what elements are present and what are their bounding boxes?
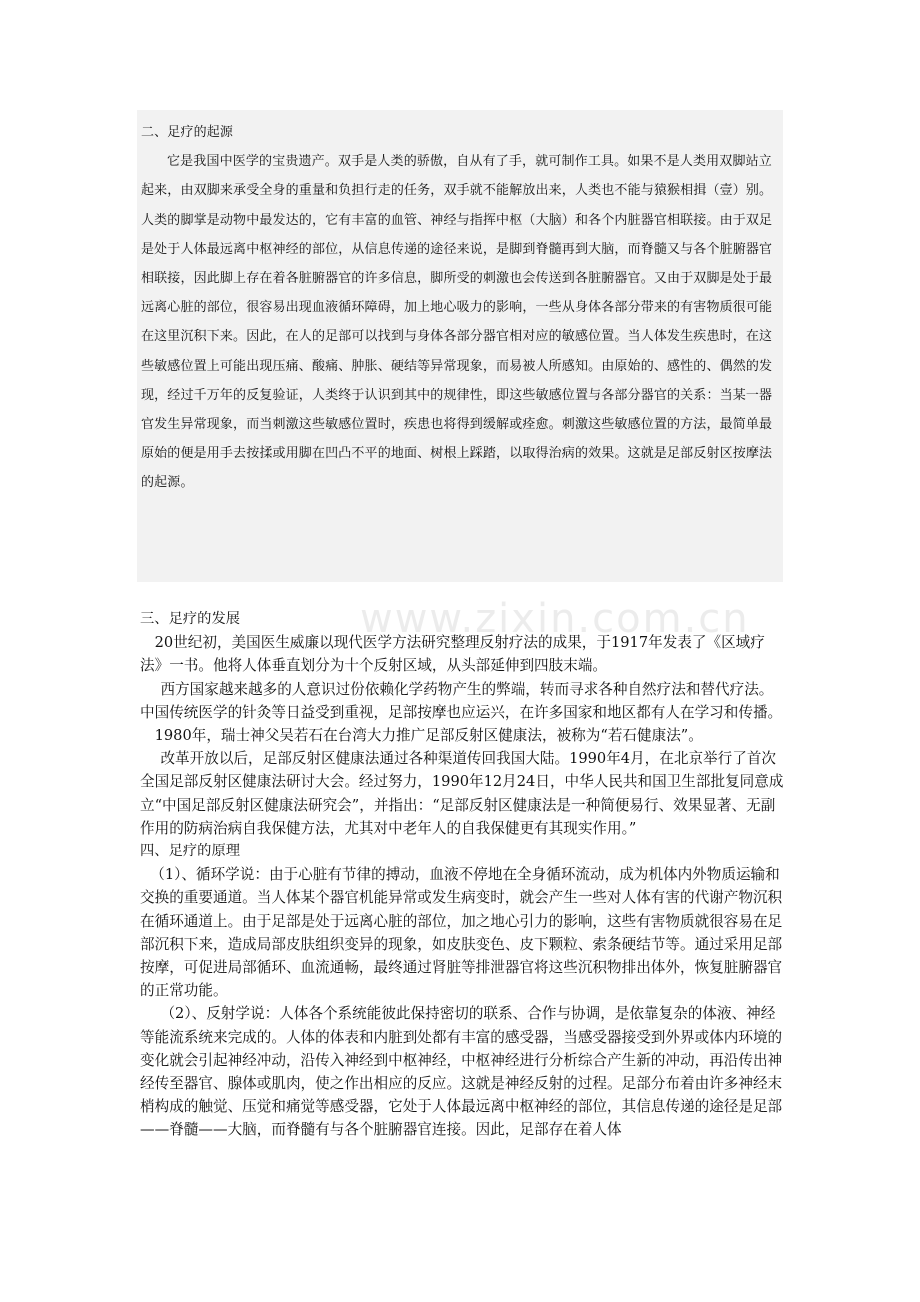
development-paragraph-3: 1980年，瑞士神父吴若石在台湾大力推广足部反射区健康法，被称为“若石健康法”。	[154, 727, 703, 745]
section-heading-origin: 二、足疗的起源	[141, 125, 234, 140]
development-paragraph-1: 20世纪初，美国医生威廉以现代医学方法研究整理反射疗法的成果，于1917年发表了《区域疗法》一书。他将人体垂直划分为十个反射区域，从头部延伸到四肢末端。	[140, 634, 765, 675]
origin-paragraph: 它是我国中医学的宝贵遗产。双手是人类的骄傲，自从有了手，就可制作工具。如果不是人类用双脚站立起来，由双脚来承受全身的重量和负担行走的任务，双手就不能解放出来，人类也不能与猿猴相揖（壹）别。人类的脚掌是动物中最发达的，它有丰富的血管、神经与指挥中枢（大脑）和各个内脏器官相联接。由于双足是处于人体最远离中枢神经的部位，从信息传递的途径来说，是脚到脊髓再到大脑，而脊髓又与各个脏腑器官相联接，因此脚上存在着各脏腑器官的许多信息，脚所受的刺激也会传送到各脏腑器官。又由于双脚是处于最远离心脏的部位，很容易出现血液循环障碍，加上地心吸力的影响，一些从身体各部分带来的有害物质很可能在这里沉积下来。因此，在人的足部可以找到与身体各部分器官相对应的敏感位置。当人体发生疾患时，在这些敏感位置上可能出现压痛、酸痛、肿胀、硬结等异常现象，而易被人所感知。由原始的、感性的、偶然的发现，经过千万年的反复验证，人类终于认识到其中的规律性，即这些敏感位置与各部分器官的关系：当某一器官发生异常现象，而当刺激这些敏感位置时，疾患也将得到缓解或痊愈。刺激这些敏感位置的方法，最简单最原始的便是用手去按揉或用脚在凹凸不平的地面、树根上踩踏，以取得治病的效果。这就是足部反射区按摩法的起源。	[141, 154, 773, 491]
development-paragraph-2: 西方国家越来越多的人意识过份依赖化学药物产生的弊端，转而寻求各种自然疗法和替代疗法。中国传统医学的针灸等日益受到重视，足部按摩也应运兴，在许多国家和地区都有人在学习和传播。	[140, 680, 783, 721]
origin-section	[137, 110, 783, 582]
section-heading-development: 三、足疗的发展	[140, 611, 241, 627]
body-text	[140, 608, 785, 1142]
watermark-text: www.zixin.com.cn	[360, 596, 750, 642]
principle-paragraph-2: （2）、反射学说：人体各个系统能彼此保持密切的联系、合作与协调，是依靠复杂的体液、神经等能流系统来完成的。人体的体表和内脏到处都有丰富的感受器，当感受器接受到外界或体内环境的变化就会引起神经冲动，沿传入神经到中枢神经，中枢神经进行分析综合产生新的冲动，再沿传出神经传至器官、腺体或肌肉，使之作出相应的反应。这就是神经反射的过程。足部分布着由许多神经末梢构成的触觉、压觉和痛觉等感受器，它处于人体最远离中枢神经的部位，其信息传递的途径是足部——脊髓——大脑，而脊髓有与各个脏腑器官连接。因此，足部存在着人体	[140, 1005, 783, 1139]
section-heading-principle: 四、足疗的原理	[140, 843, 241, 860]
development-paragraph-4: 改革开放以后，足部反射区健康法通过各种渠道传回我国大陆。1990年4月，在北京举行了首次全国足部反射区健康法研讨大会。经过努力，1990年12月24日，中华人民共和国卫生部批复同意成立“中国足部反射区健康法研究会”，并指出：“足部反射区健康法是一种简便易行、效果显著、无副作用的防病治病自我保健方法，尤其对中老年人的自我保健更有其现实作用。”	[140, 750, 784, 837]
principle-paragraph-1: （1）、循环学说：由于心脏有节律的搏动，血液不停地在全身循环流动，成为机体内外物质运输和交换的重要通道。当人体某个器官机能异常或发生病变时，就会产生一些对人体有害的代谢产物沉积在循环通道上。由于足部是处于远离心脏的部位，加之地心引力的影响，这些有害物质就很容易在足部沉积下来，造成局部皮肤组织变异的现象，如皮肤变色、皮下颗粒、索条硬结节等。通过采用足部按摩，可促进局部循环、血流通畅，最终通过肾脏等排泄器官将这些沉积物排出体外，恢复脏腑器官的正常功能。	[140, 866, 783, 1000]
